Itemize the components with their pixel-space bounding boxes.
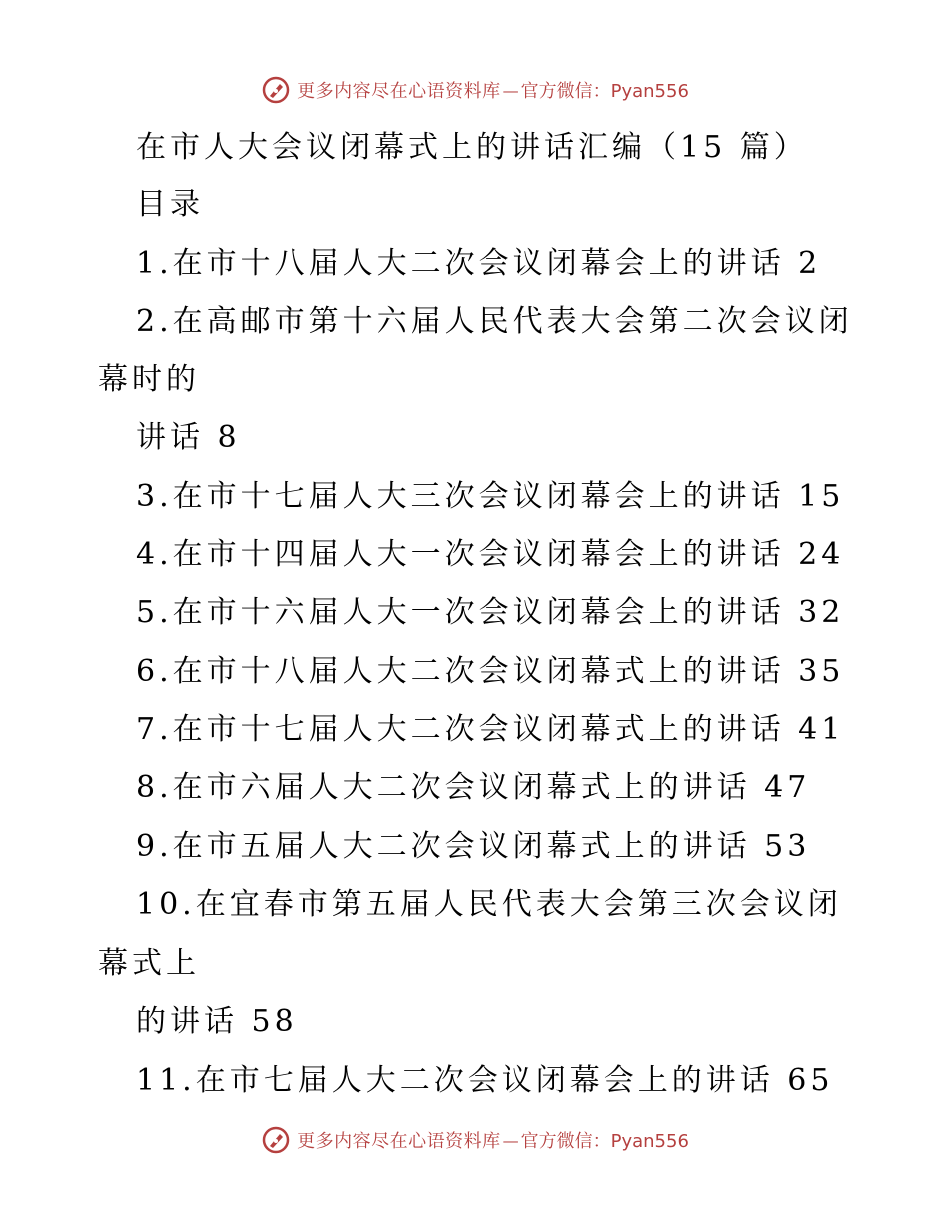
toc-line: 11.在市七届人大二次会议闭幕会上的讲话 65	[136, 1063, 834, 1098]
toc-line: 4.在市十四届人大一次会议闭幕会上的讲话 24	[136, 537, 845, 572]
watermark-wechat: 官方微信：Pyan556	[520, 1131, 689, 1152]
footer-watermark	[0, 1120, 950, 1160]
toc-line: 3.在市十七届人大三次会议闭幕会上的讲话 15	[136, 479, 845, 514]
toc-line: 7.在市十七届人大二次会议闭幕式上的讲话 41	[136, 712, 845, 747]
toc-line: 幕式上	[98, 946, 200, 981]
toc-line: 的讲话 58	[136, 1004, 298, 1039]
document-title: 在市人大会议闭幕式上的讲话汇编（15 篇）	[136, 130, 808, 165]
toc-line: 讲话 8	[136, 420, 241, 455]
watermark-separator: —	[502, 1130, 519, 1150]
watermark-text: 更多内容尽在心语资料库	[297, 1131, 501, 1152]
watermark-text: 更多内容尽在心语资料库	[297, 81, 501, 102]
toc-line: 幕时的	[98, 362, 200, 397]
toc-line: 1.在市十八届人大二次会议闭幕会上的讲话 2	[136, 246, 822, 281]
header-watermark	[0, 70, 950, 110]
toc-line: 8.在市六届人大二次会议闭幕式上的讲话 47	[136, 770, 811, 805]
watermark-separator: —	[502, 80, 519, 100]
watermark-wechat: 官方微信：Pyan556	[520, 81, 689, 102]
toc-heading: 目录	[136, 187, 204, 222]
toc-line: 9.在市五届人大二次会议闭幕式上的讲话 53	[136, 829, 811, 864]
toc-line: 5.在市十六届人大一次会议闭幕会上的讲话 32	[136, 595, 845, 630]
pen-logo-icon	[261, 1125, 291, 1155]
toc-line: 6.在市十八届人大二次会议闭幕式上的讲话 35	[136, 654, 845, 689]
toc-line: 10.在宜春市第五届人民代表大会第三次会议闭	[136, 887, 842, 922]
toc-line: 2.在高邮市第十六届人民代表大会第二次会议闭	[136, 304, 853, 339]
pen-logo-icon	[261, 75, 291, 105]
